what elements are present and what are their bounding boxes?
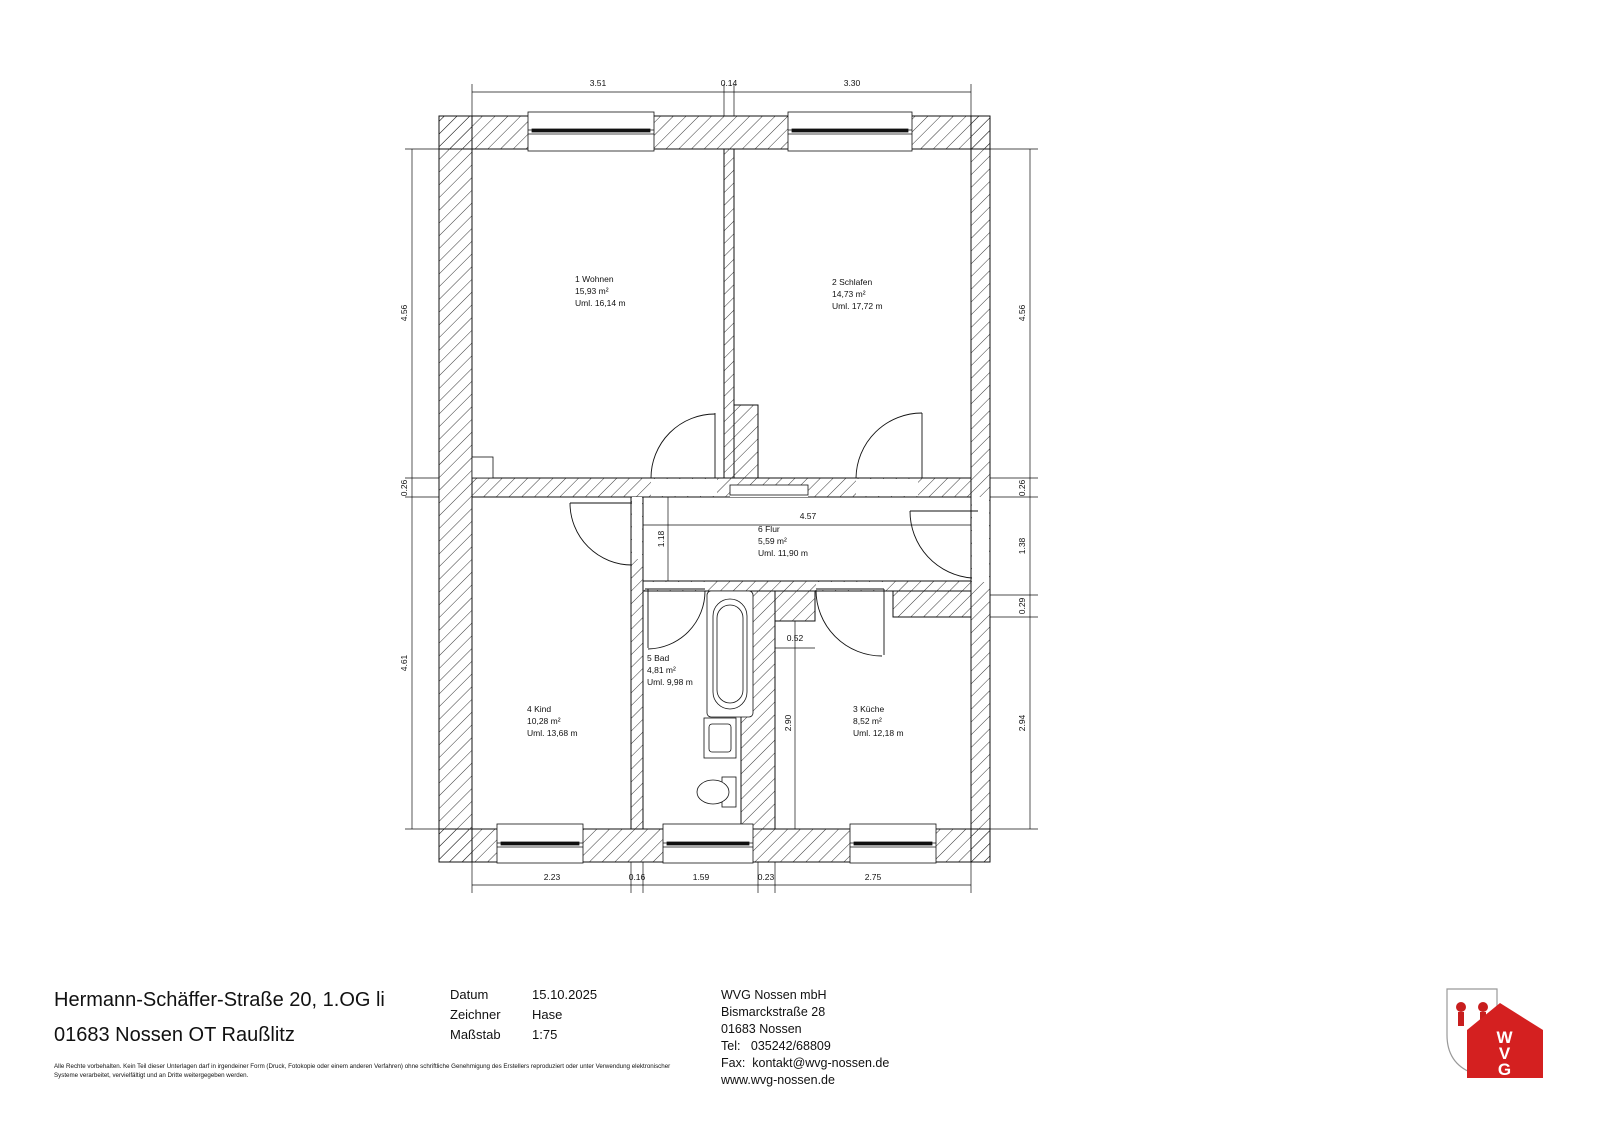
- room-name: Küche: [860, 704, 885, 714]
- room-perimeter: Uml. 12,18 m: [853, 728, 904, 738]
- door-schlafen: [856, 413, 922, 478]
- wall-partition-upper: [724, 149, 734, 478]
- wall-left: [439, 116, 472, 862]
- company-fax: [721, 1055, 889, 1072]
- room-kueche: [853, 704, 904, 738]
- room-area: 10,28 m²: [527, 716, 561, 726]
- svg-text:5 Bad: [647, 653, 670, 663]
- svg-text:3 Küche: [853, 704, 884, 714]
- dim-top-3: 3.30: [843, 78, 861, 88]
- window-bad: [663, 824, 753, 863]
- dim-right-1: 4.56: [1017, 304, 1027, 322]
- dim-flur-width: 4.57: [799, 511, 817, 521]
- dim-bottom-5: 2.75: [864, 872, 882, 882]
- room-bad: [647, 653, 693, 687]
- room-perimeter: Uml. 16,14 m: [575, 298, 626, 308]
- room-perimeter: Uml. 11,90 m: [758, 548, 808, 558]
- room-perimeter: Uml. 17,72 m: [832, 301, 883, 311]
- dim-bottom-3: 1.59: [692, 872, 710, 882]
- scale-value: 1:75: [532, 1027, 558, 1042]
- room-number: 2: [832, 277, 837, 287]
- dim-right-5: 2.94: [1017, 714, 1027, 732]
- flur-cabinet: [730, 485, 808, 495]
- room-area: 15,93 m²: [575, 286, 609, 296]
- dim-top-2: 0.14: [720, 78, 738, 88]
- dim-kitchen-depth: 2.90: [783, 714, 793, 732]
- drawer-label: Zeichner: [450, 1007, 501, 1022]
- window-schlafen: [788, 112, 912, 151]
- door-kueche: [816, 589, 884, 656]
- room-area: 5,59 m²: [758, 536, 787, 546]
- room-name: Kind: [534, 704, 552, 714]
- room-name: Bad: [654, 653, 670, 663]
- dim-bottom-2: 0.16: [628, 872, 646, 882]
- wvg-logo: [1445, 985, 1545, 1080]
- company-email[interactable]: kontakt@wvg-nossen.de: [752, 1056, 890, 1070]
- window-wohnen: [528, 112, 654, 151]
- room-area: 14,73 m²: [832, 289, 866, 299]
- wall-right: [971, 116, 990, 862]
- company-web[interactable]: www.wvg-nossen.de: [721, 1073, 835, 1087]
- dim-top-1: 3.51: [589, 78, 607, 88]
- svg-text:1 Wohnen: [575, 274, 614, 284]
- wall-kueche-niche: [775, 591, 815, 621]
- svg-text:2 Schlafen: [832, 277, 872, 287]
- dim-bottom-4: 0.23: [757, 872, 775, 882]
- room-perimeter: Uml. 13,68 m: [527, 728, 578, 738]
- room-perimeter: Uml. 9,98 m: [647, 677, 693, 687]
- toilet: [697, 777, 736, 807]
- door-entrance: [910, 511, 978, 578]
- date-value: 15.10.2025: [532, 987, 598, 1002]
- room-number: 6: [758, 524, 763, 534]
- bathtub: [707, 591, 753, 717]
- washbasin: [704, 718, 736, 758]
- company-street: Bismarckstraße 28: [721, 1005, 826, 1019]
- room-number: 3: [853, 704, 858, 714]
- scale-label: Maßstab: [450, 1027, 501, 1042]
- svg-text:4 Kind: [527, 704, 551, 714]
- door-bad: [645, 589, 705, 649]
- logo-text: W V G: [1496, 1028, 1514, 1079]
- door-wohnen: [651, 413, 715, 478]
- company-tel: [721, 1038, 889, 1055]
- door-kind: [570, 503, 632, 565]
- tel-number: 035242/68809: [750, 1039, 831, 1053]
- radiator: [472, 457, 493, 478]
- room-area: 8,52 m²: [853, 716, 882, 726]
- room-number: 1: [575, 274, 580, 284]
- dim-left-3: 4.61: [399, 654, 409, 672]
- fax-label: Fax:: [721, 1056, 746, 1070]
- company-city: 01683 Nossen: [721, 1022, 802, 1036]
- room-number: 5: [647, 653, 652, 663]
- date-label: Datum: [450, 987, 489, 1002]
- dim-bottom-1: 2.23: [543, 872, 561, 882]
- company-block: [721, 987, 889, 1089]
- address-line2: 01683 Nossen OT Raußlitz: [54, 1024, 295, 1046]
- dim-right-3: 1.38: [1017, 537, 1027, 555]
- tel-label: Tel:: [721, 1039, 741, 1053]
- window-kind: [497, 824, 583, 863]
- dim-left-2: 0.26: [399, 479, 409, 497]
- shaft: [734, 405, 758, 478]
- company-name: WVG Nossen mbH: [721, 988, 827, 1002]
- room-kind: [527, 704, 578, 738]
- address-line1: Hermann-Schäffer-Straße 20, 1.OG li: [54, 989, 385, 1011]
- svg-text:6 Flur: [758, 524, 780, 534]
- room-area: 4,81 m²: [647, 665, 676, 675]
- room-schlafen: [832, 277, 883, 311]
- dim-right-2: 0.26: [1017, 479, 1027, 497]
- dim-right-4: 0.29: [1017, 597, 1027, 615]
- copyright-notice: Alle Rechte vorbehalten. Kein Teil dieser Unterlagen darf in irgendeiner Form (Druck, Fotokopie oder einem anderen Verfahren) ohne schriftliche Genehmigung des Erstellers reproduziert oder unter Verwendung elektronischer Systeme verarbeitet, vervielfältigt und an Dritte weitergegeben werden.: [54, 1063, 671, 1079]
- room-name: Flur: [765, 524, 780, 534]
- room-flur: [758, 524, 808, 558]
- dim-flur-depth: 1.18: [656, 530, 666, 548]
- room-number: 4: [527, 704, 532, 714]
- room-wohnen: [575, 274, 626, 308]
- room-name: Schlafen: [839, 277, 873, 287]
- wall-right-stub: [893, 591, 971, 617]
- dim-niche: 0.52: [786, 633, 804, 643]
- drawer-value: Hase: [532, 1007, 563, 1022]
- window-kueche: [850, 824, 936, 863]
- dim-left-1: 4.56: [399, 304, 409, 322]
- room-name: Wohnen: [582, 274, 614, 284]
